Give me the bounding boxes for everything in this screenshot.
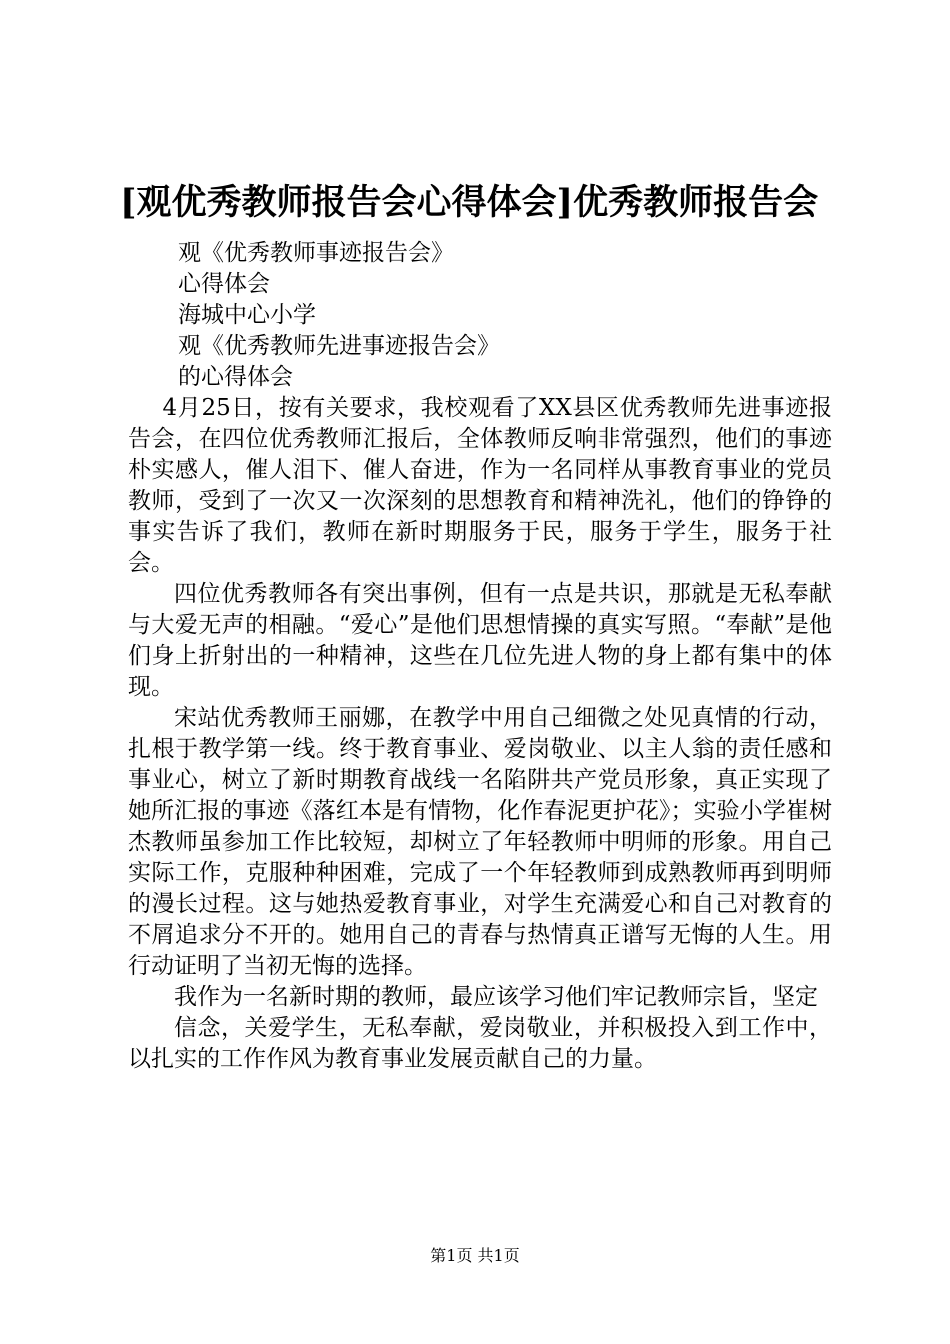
page-footer: 第1页 共1页 bbox=[430, 1246, 520, 1265]
paragraph: 信念，关爱学生，无私奉献，爱岗敬业，并积极投入到工作中，以扎实的工作作风为教育事业发展贡献自己的力量。 bbox=[128, 1015, 832, 1072]
meta-line: 海城中心小学 bbox=[178, 302, 316, 328]
meta-line: 的心得体会 bbox=[178, 364, 293, 390]
document-meta bbox=[178, 238, 500, 393]
document-title: [观优秀教师报告会心得体会]优秀教师报告会 bbox=[120, 182, 819, 223]
meta-line: 心得体会 bbox=[178, 271, 270, 297]
meta-line: 观《优秀教师先进事迹报告会》 bbox=[178, 333, 500, 359]
paragraph: 我作为一名新时期的教师，最应该学习他们牢记教师宗旨，坚定 bbox=[174, 984, 818, 1010]
paragraph: 4月25日，按有关要求，我校观看了XX县区优秀教师先进事迹报告会，在四位优秀教师汇报后，全体教师反响非常强烈，他们的事迹朴实感人，催人泪下、催人奋进，作为一名同样从事教育事业的党员教师，受到了一次又一次深刻的思想教育和精神洗礼，他们的铮铮的事实告诉了我们，教师在新时期服务于民，服务于学生，服务于社会。 bbox=[128, 395, 832, 576]
document-body bbox=[128, 393, 832, 1075]
paragraph: 宋站优秀教师王丽娜，在教学中用自己细微之处见真情的行动，扎根于教学第一线。终于教育事业、爱岗敬业、以主人翁的责任感和事业心，树立了新时期教育战线一名陷阱共产党员形象，真正实现了她所汇报的事迹《落红本是有情物，化作春泥更护花》；实验小学崔树杰教师虽参加工作比较短，却树立了年轻教师中明师的形象。用自己实际工作，克服种种困难，完成了一个年轻教师到成熟教师再到明师的漫长过程。这与她热爱教育事业，对学生充满爱心和自己对教育的不屑追求分不开的。她用自己的青春与热情真正谱写无悔的人生。用行动证明了当初无悔的选择。 bbox=[128, 705, 832, 979]
meta-line: 观《优秀教师事迹报告会》 bbox=[178, 240, 454, 266]
paragraph: 四位优秀教师各有突出事例，但有一点是共识，那就是无私奉献与大爱无声的相融。“爱心”是他们思想情操的真实写照。“奉献”是他们身上折射出的一种精神，这些在几位先进人物的身上都有集中的体现。 bbox=[128, 581, 832, 700]
